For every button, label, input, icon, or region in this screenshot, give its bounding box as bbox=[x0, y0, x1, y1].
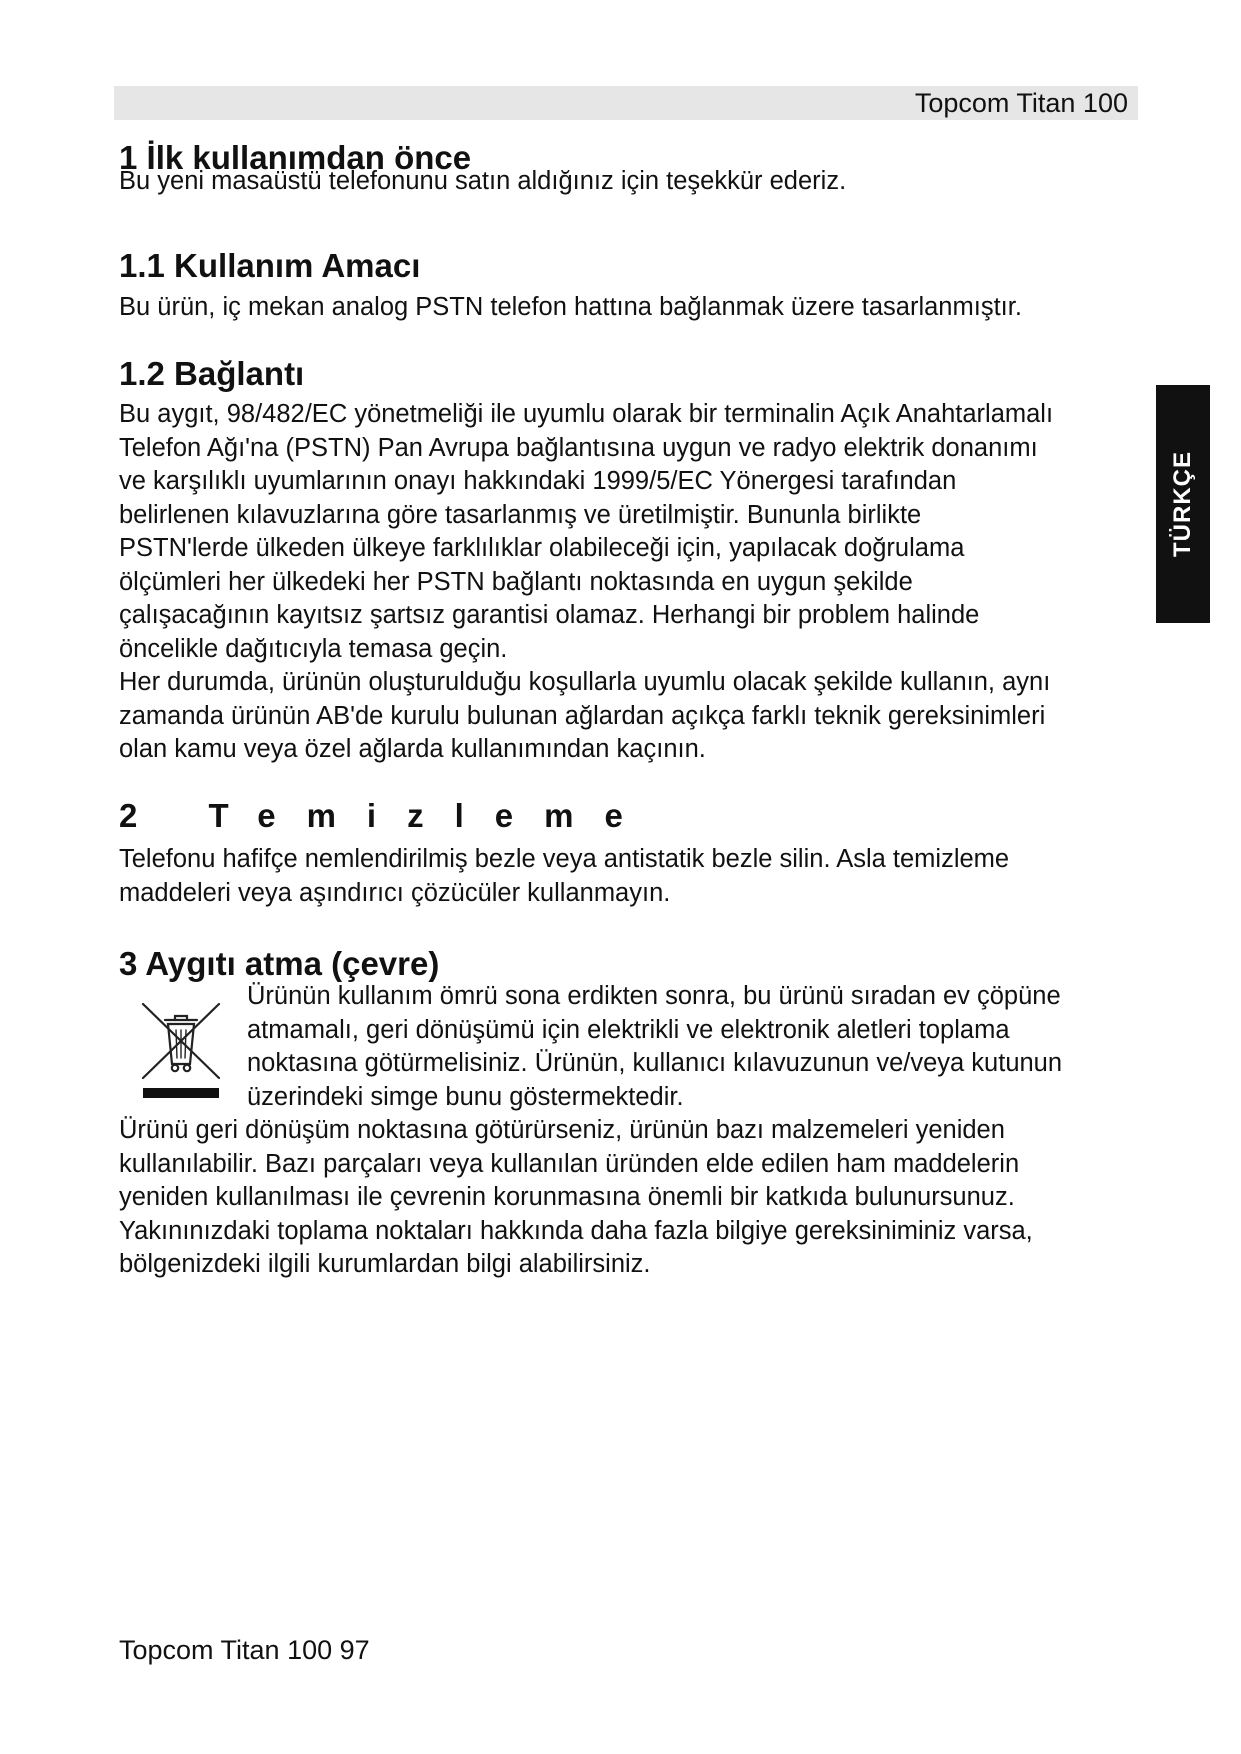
text-line: ve karşılıklı uyumlarının onayı hakkındaki 1999/5/EC Yönergesi tarafından bbox=[119, 467, 957, 495]
text-line: bölgenizdeki ilgili kurumlardan bilgi alabilirsiniz. bbox=[119, 1250, 651, 1278]
weee-crossed-bin-icon bbox=[139, 998, 223, 1100]
text-line: çalışacağının kayıtsız şartsız garantisi olamaz. Herhangi bir problem halinde bbox=[119, 601, 980, 629]
text-line: PSTN'lerde ülkeden ülkeye farklılıklar olabileceği için, yapılacak doğrulama bbox=[119, 534, 965, 562]
text-line: yeniden kullanılması ile çevrenin korunmasına önemli bir katkıda bulunursunuz. bbox=[119, 1183, 1015, 1211]
text-line: olan kamu veya özel ağlarda kullanımından kaçının. bbox=[119, 735, 706, 763]
text-line: Bu yeni masaüstü telefonunu satın aldığınız için teşekkür ederiz. bbox=[119, 167, 847, 195]
text-line: noktasına götürmelisiniz. Ürünün, kullanıcı kılavuzunun ve/veya kutunun bbox=[247, 1049, 1063, 1077]
text-line: belirlenen kılavuzlarına göre tasarlanmış ve üretilmiştir. Bununla birlikte bbox=[119, 500, 922, 529]
language-tab-label: TÜRKÇE bbox=[1169, 451, 1196, 557]
text-line: maddeleri veya aşındırıcı çözücüler kullanmayın. bbox=[119, 878, 671, 907]
header-title: Topcom Titan 100 bbox=[914, 88, 1128, 118]
page-footer: Topcom Titan 100 97 bbox=[119, 1635, 370, 1665]
text-line: üzerindeki simge bunu göstermektedir. bbox=[247, 1082, 684, 1111]
section-2-heading: 2 Temizleme bbox=[119, 797, 654, 834]
page-header bbox=[114, 86, 1138, 120]
text-line: atmamalı, geri dönüşümü için elektrikli ve elektronik aletleri toplama bbox=[247, 1015, 1010, 1044]
text-line: Yakınınızdaki toplama noktaları hakkında daha fazla bilgiye gereksiniminiz varsa, bbox=[119, 1216, 1033, 1245]
text-line: Ürünü geri dönüşüm noktasına götürürseniz, ürünün bazı malzemeleri yeniden bbox=[119, 1116, 1005, 1144]
section-3-text bbox=[119, 1114, 1139, 1282]
text-line: ölçümleri her ülkedeki her PSTN bağlantı noktasında en uygun şekilde bbox=[119, 567, 913, 596]
section-1-text bbox=[119, 165, 1139, 199]
section-1-1-text bbox=[119, 291, 1139, 325]
text-line: Telefonu hafifçe nemlendirilmiş bezle veya antistatik bezle silin. Asla temizleme bbox=[119, 845, 1010, 873]
section-1-2-heading: 1.2 Bağlantı bbox=[119, 355, 305, 392]
text-line: Bu ürün, iç mekan analog PSTN telefon hattına bağlanmak üzere tasarlanmıştır. bbox=[119, 293, 1022, 321]
text-line: Her durumda, ürünün oluşturulduğu koşullarla uyumlu olacak şekilde kullanın, aynı bbox=[119, 668, 1051, 696]
text-line: öncelikle dağıtıcıyla temasa geçin. bbox=[119, 634, 508, 663]
section-1-heading: 1 İlk kullanımdan önce bbox=[119, 139, 472, 176]
text-line: zamanda ürünün AB'de kurulu bulunan ağlardan açıkça farklı teknik gereksinimleri bbox=[119, 701, 1046, 730]
language-tab bbox=[1156, 385, 1210, 623]
section-1-2-text bbox=[119, 398, 1139, 767]
text-line: Telefon Ağı'na (PSTN) Pan Avrupa bağlantısına uygun ve radyo elektrik donanımı bbox=[119, 433, 1038, 462]
text-line: Bu aygıt, 98/482/EC yönetmeliği ile uyumlu olarak bir terminalin Açık Anahtarlamalı bbox=[119, 400, 1054, 428]
section-3-heading: 3 Aygıtı atma (çevre) bbox=[119, 945, 440, 982]
section-1-1-heading: 1.1 Kullanım Amacı bbox=[119, 247, 421, 284]
text-line: Ürünün kullanım ömrü sona erdikten sonra, bu ürünü sıradan ev çöpüne bbox=[247, 982, 1061, 1010]
text-line: kullanılabilir. Bazı parçaları veya kullanılan üründen elde edilen ham maddelerin bbox=[119, 1149, 1020, 1178]
section-2-text bbox=[119, 843, 1139, 910]
section-3-icon-text bbox=[247, 980, 1139, 1114]
